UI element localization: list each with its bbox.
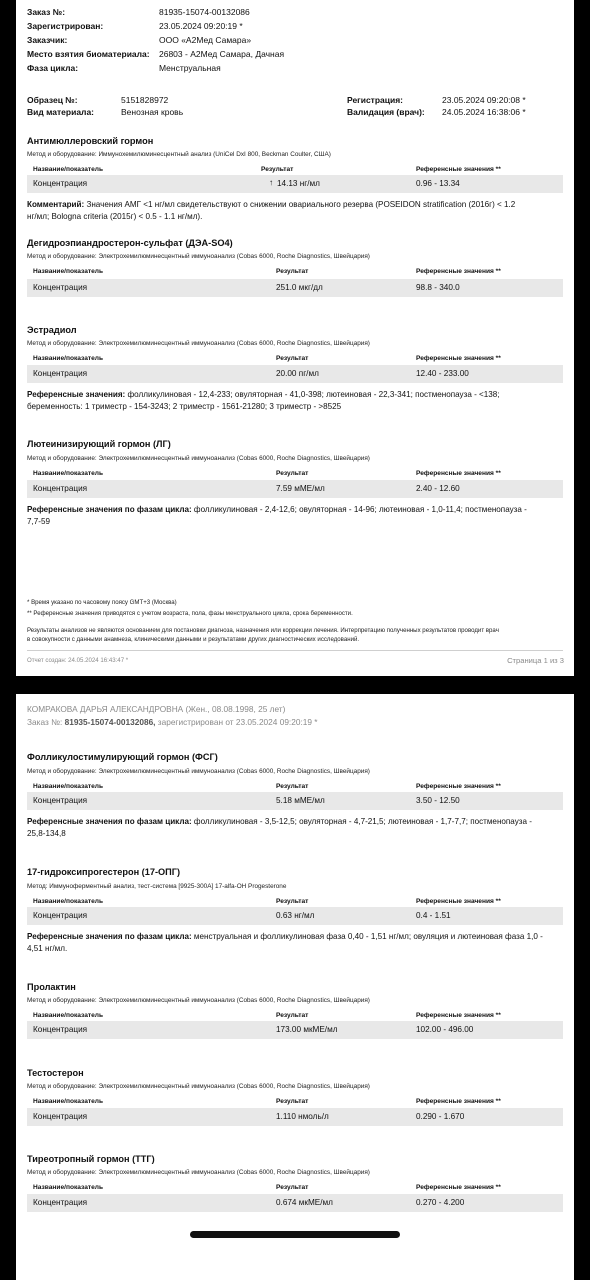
indicator-name: Концентрация (33, 1198, 88, 1207)
col-reference-header: Референсные значения ** (416, 1012, 501, 1019)
test-method: Метод и оборудование: Электрохемилюминесцентный иммуноанализ (Cobas 6000, Roche Diagnostics, Швейцария) (27, 253, 370, 260)
test-title: Тестостерон (27, 1068, 84, 1078)
result-row (27, 365, 563, 383)
result-value: 14.13 нг/мл (277, 179, 320, 188)
registration-label: Регистрация: (347, 95, 404, 105)
col-result-header: Результат (276, 1098, 309, 1105)
note-text-2: нг/мл; Bologna criteria (2015г) < 0.5 - 1.1 нг/мл). (27, 211, 203, 221)
test-title: Дегидроэпиандростерон-сульфат (ДЭА-SO4) (27, 238, 233, 248)
note-label: Референсные значения по фазам цикла: (27, 932, 192, 941)
disclaimer-line-1: Результаты анализов не являются основанием для постановки диагноза, назначения или коррекции лечения. Интерпретацию полученных результатов проводит врач (27, 627, 499, 634)
reference-value: 3.50 - 12.50 (416, 796, 460, 805)
col-result-header: Результат (276, 898, 309, 905)
col-result-header: Результат (276, 268, 309, 275)
order-suffix: зарегистрирован от 23.05.2024 09:20:19 * (155, 717, 318, 727)
note-text: фолликулиновая - 2,4-12,6; овуляторная - 14-96; лютеиновая - 1,0-11,4; постменопауза - (193, 505, 527, 514)
test-method: Метод: Иммуноферментный анализ, тест-система [9925-300A] 17-alfa-OH Progesterone (27, 883, 287, 890)
result-row (27, 1108, 563, 1126)
indicator-name: Концентрация (33, 484, 88, 493)
indicator-name: Концентрация (33, 1025, 88, 1034)
reference-value: 0.290 - 1.670 (416, 1112, 465, 1121)
col-name-header: Название/показатель (33, 783, 104, 790)
col-reference-header: Референсные значения ** (416, 783, 501, 790)
reference-value: 0.270 - 4.200 (416, 1198, 465, 1207)
reference-note (27, 816, 555, 839)
test-title: Пролактин (27, 982, 76, 992)
test-method: Метод и оборудование: Электрохемилюминесцентный иммуноанализ (Cobas 6000, Roche Diagnostics, Швейцария) (27, 455, 370, 462)
reference-note (27, 389, 555, 412)
registered-value: 23.05.2024 09:20:19 * (159, 21, 243, 31)
result-row (27, 1194, 563, 1212)
registered-label: Зарегистрирован: (27, 21, 104, 31)
cycle-phase-label: Фаза цикла: (27, 63, 79, 73)
col-reference-header: Референсные значения ** (416, 355, 501, 362)
test-method: Метод и оборудование: Электрохемилюминесцентный иммуноанализ (Cobas 6000, Roche Diagnostics, Швейцария) (27, 997, 370, 1004)
col-reference-header: Референсные значения ** (416, 1098, 501, 1105)
validation-label: Валидация (врач): (347, 107, 425, 117)
result-row (27, 175, 563, 193)
validation-value: 24.05.2024 16:38:06 * (442, 107, 526, 117)
col-name-header: Название/показатель (33, 1184, 104, 1191)
test-method: Метод и оборудование: Электрохемилюминесцентный иммуноанализ (Cobas 6000, Roche Diagnostics, Швейцария) (27, 340, 370, 347)
order-number: 81935-15074-00132086 (159, 7, 250, 17)
reference-value: 98.8 - 340.0 (416, 283, 460, 292)
result-row (27, 480, 563, 498)
order-reference (27, 717, 318, 727)
reference-value: 0.4 - 1.51 (416, 911, 451, 920)
time-footnote: * Время указано по часовому поясу GMT+3 (Москва) (27, 599, 177, 606)
reference-note (27, 504, 555, 527)
disclaimer-line-2: в совокупности с данными анамнеза, клиническими данными и результатами других диагностических исследований. (27, 636, 360, 643)
indicator-name: Концентрация (33, 1112, 88, 1121)
note-label: Референсные значения: (27, 390, 126, 399)
collection-place-value: 26803 - А2Мед Самара, Дачная (159, 49, 285, 59)
note-text-2: 25,8-134,8 (27, 828, 66, 838)
material-value: Венозная кровь (121, 107, 184, 117)
footer-divider (27, 650, 563, 651)
indicator-name: Концентрация (33, 179, 88, 188)
note-text: Значения АМГ <1 нг/мл свидетельствуют о снижении овариального резерва (POSEIDON stratification (2016г) < 1.2 (86, 200, 516, 209)
result-value: 5.18 мМЕ/мл (276, 796, 325, 805)
col-reference-header: Референсные значения ** (416, 898, 501, 905)
patient-name: КОМРАКОВА ДАРЬЯ АЛЕКСАНДРОВНА (Жен., 08.08.1998, 25 лет) (27, 704, 286, 714)
note-label: Референсные значения по фазам цикла: (27, 817, 192, 826)
test-title: Лютеинизирующий гормон (ЛГ) (27, 439, 171, 449)
reference-note (27, 931, 555, 954)
order-label: Заказ №: (27, 7, 66, 17)
test-method: Метод и оборудование: Электрохемилюминесцентный иммуноанализ (Cobas 6000, Roche Diagnostics, Швейцария) (27, 1169, 370, 1176)
result-value: 1.110 нмоль/л (276, 1112, 329, 1121)
col-name-header: Название/показатель (33, 1012, 104, 1019)
result-row (27, 907, 563, 925)
result-value: 0.674 мкМЕ/мл (276, 1198, 333, 1207)
col-reference-header: Референсные значения ** (416, 1184, 501, 1191)
col-name-header: Название/показатель (33, 355, 104, 362)
result-row (27, 792, 563, 810)
result-value: 0.63 нг/мл (276, 911, 315, 920)
test-title: 17-гидроксипрогестерон (17-ОПГ) (27, 867, 181, 877)
sample-number: 5151828972 (121, 95, 169, 105)
col-reference-header: Референсные значения ** (416, 470, 501, 477)
comment-note (27, 199, 555, 222)
result-value: 173.00 мкМЕ/мл (276, 1025, 338, 1034)
test-method: Метод и оборудование: Электрохемилюминесцентный иммуноанализ (Cobas 6000, Roche Diagnostics, Швейцария) (27, 1083, 370, 1090)
order-number: 81935-15074-00132086, (64, 717, 156, 727)
home-indicator[interactable] (190, 1231, 400, 1238)
col-name-header: Название/показатель (33, 1098, 104, 1105)
test-title: Эстрадиол (27, 325, 77, 335)
page-number: Страница 1 из 3 (507, 656, 564, 665)
reference-value: 102.00 - 496.00 (416, 1025, 474, 1034)
note-text: фолликулиновая - 3,5-12,5; овуляторная - 4,7-21,5; лютеиновая - 1,7-7,7; постменопауза - (193, 817, 532, 826)
test-method: Метод и оборудование: Иммунохемилюминесцентный анализ (UniCel DxI 800, Beckman Coulter, США) (27, 151, 331, 158)
registration-value: 23.05.2024 09:20:08 * (442, 95, 526, 105)
arrow-up-icon: ↑ (269, 178, 274, 187)
result-row (27, 1021, 563, 1039)
col-result-header: Результат (276, 470, 309, 477)
cycle-phase-value: Менструальная (159, 63, 221, 73)
collection-place-label: Место взятия биоматериала: (27, 49, 150, 59)
note-text: фолликулиновая - 12,4-233; овуляторная - 41,0-398; лютеиновая - 22,3-341; постменопауза - <138; (127, 390, 500, 399)
col-name-header: Название/показатель (33, 268, 104, 275)
indicator-name: Концентрация (33, 283, 88, 292)
col-name-header: Название/показатель (33, 166, 104, 173)
reference-value: 0.96 - 13.34 (416, 179, 460, 188)
note-text: менструальная и фолликулиновая фаза 0,40 - 1,51 нг/мл; овуляция и лютеиновая фаза 1,0 - (193, 932, 543, 941)
report-page-2 (16, 694, 574, 1280)
reference-value: 12.40 - 233.00 (416, 369, 469, 378)
col-result-header: Результат (261, 166, 294, 173)
col-result-header: Результат (276, 1184, 309, 1191)
report-created: Отчет создан: 24.05.2024 16:43:47 * (27, 657, 129, 664)
customer-label: Заказчик: (27, 35, 68, 45)
test-title: Антимюллеровский гормон (27, 136, 154, 146)
order-prefix: Заказ №: (27, 717, 65, 727)
test-title: Тиреотропный гормон (ТТГ) (27, 1154, 155, 1164)
indicator-name: Концентрация (33, 796, 88, 805)
col-name-header: Название/показатель (33, 898, 104, 905)
test-method: Метод и оборудование: Электрохемилюминесцентный иммуноанализ (Cobas 6000, Roche Diagnostics, Швейцария) (27, 768, 370, 775)
material-label: Вид материала: (27, 107, 95, 117)
reference-footnote: ** Референсные значения приводятся с учетом возраста, пола, фазы менструального цикла, срока беременности. (27, 610, 353, 617)
note-label: Комментарий: (27, 200, 85, 209)
result-value: 20.00 пг/мл (276, 369, 319, 378)
col-reference-header: Референсные значения ** (416, 268, 501, 275)
report-page-1 (16, 0, 574, 676)
reference-value: 2.40 - 12.60 (416, 484, 460, 493)
result-value: 251.0 мкг/дл (276, 283, 323, 292)
col-result-header: Результат (276, 1012, 309, 1019)
indicator-name: Концентрация (33, 369, 88, 378)
result-row (27, 279, 563, 297)
col-result-header: Результат (276, 355, 309, 362)
sample-label: Образец №: (27, 95, 78, 105)
indicator-name: Концентрация (33, 911, 88, 920)
result-value: 7.59 мМЕ/мл (276, 484, 325, 493)
note-text-2: 4,51 нг/мл. (27, 943, 68, 953)
col-reference-header: Референсные значения ** (416, 166, 501, 173)
test-title: Фолликулостимулирующий гормон (ФСГ) (27, 752, 218, 762)
note-label: Референсные значения по фазам цикла: (27, 505, 192, 514)
col-name-header: Название/показатель (33, 470, 104, 477)
col-result-header: Результат (276, 783, 309, 790)
note-text-2: 7,7-59 (27, 516, 50, 526)
note-text-2: беременность: 1 триместр - 154-3243; 2 триместр - 1561-21280; 3 триместр - >8525 (27, 401, 342, 411)
customer-value: ООО «А2Мед Самара» (159, 35, 252, 45)
